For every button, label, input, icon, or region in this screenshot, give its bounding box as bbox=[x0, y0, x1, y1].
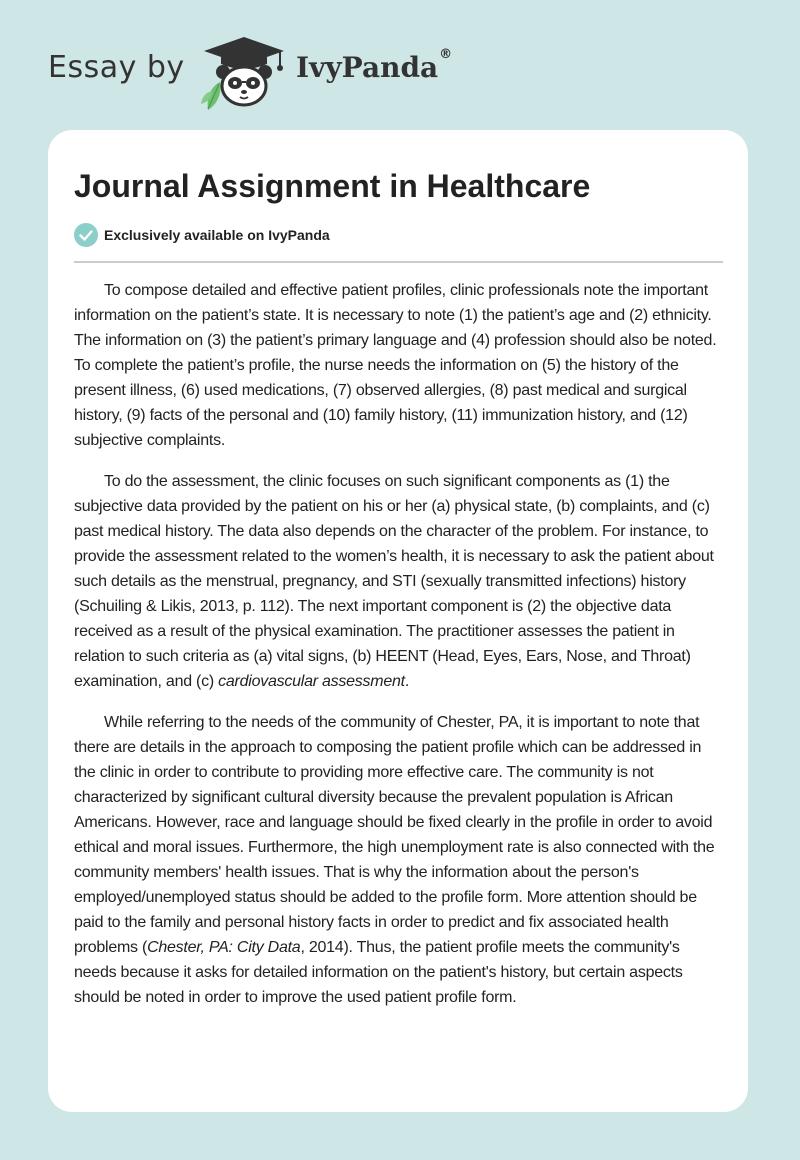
paragraph-text: . bbox=[404, 673, 410, 690]
paragraph-text: To do the assessment, the clinic focuses on such significant components as (1) the subjective data provided by the patient on his or her (a) physical state, (b) complaints, and (c) past medical history. The data also depends on the character of the problem. For instance, to provide the assessment related to the women’s health, it is necessary to ask the patient about such details as the menstrual, pregnancy, and STI (sexually transmitted infections) history (Schuiling & Likis, 2013, p. 112). The next important component is (2) the objective data received as a result of the physical examination. The practitioner assesses the patient in relation to such criteria as (a) vital signs, (b) HEENT (Head, Eyes, Ears, Nose, and Throat) examination, and (c) bbox=[74, 473, 714, 690]
title-divider bbox=[74, 261, 723, 263]
paragraph-text: While referring to the needs of the community of Chester, PA, it is important to note that there are details in the approach to composing the patient profile which can be addressed in the clinic in order to contribute to providing more effective care. The community is not characterized by significant cultural diversity because the prevalent population is African Americans. However, race and language should be fixed clearly in the profile in order to avoid ethical and moral issues. Furthermore, the high unemployment rate is also connected with the community members' health issues. That is why the information about the person's employed/unemployed status should be added to the profile form. More attention should be paid to the family and personal history facts in order to predict and fix associated health problems ( bbox=[74, 714, 715, 956]
trademark-symbol: ® bbox=[439, 47, 453, 62]
paragraph-text: , 2014). Thus, the patient profile meets the community's needs because it asks for detailed information on the patient's history, but certain aspects should be noted in order to improve the used patient profile form. bbox=[74, 939, 683, 1006]
essay-paragraph bbox=[74, 710, 724, 1010]
exclusive-badge-text: Exclusively available on IvyPanda bbox=[104, 227, 330, 243]
exclusive-badge bbox=[74, 223, 330, 247]
italic-term: cardiovascular assessment bbox=[218, 673, 405, 690]
paragraph-text: To compose detailed and effective patient profiles, clinic professionals note the important information on the patient’s state. It is necessary to note (1) the patient’s age and (2) ethnicity. The information on (3) the patient’s primary language and (4) profession should also be noted. To complete the patient’s profile, the nurse needs the information on (5) the history of the present illness, (6) used medications, (7) observed allergies, (8) past medical and surgical history, (9) facts of the personal and (10) family history, (11) immunization history, and (12) subjective complaints. bbox=[74, 282, 717, 449]
essay-paragraph bbox=[74, 469, 724, 694]
essay-paragraph bbox=[74, 278, 724, 453]
brand-prefix: Essay by bbox=[48, 50, 185, 85]
site-header bbox=[0, 0, 800, 130]
italic-citation: Chester, PA: City Data bbox=[147, 939, 301, 956]
page-title: Journal Assignment in Healthcare bbox=[74, 168, 591, 204]
panda-graduate-icon[interactable] bbox=[196, 34, 292, 110]
essay-card bbox=[48, 130, 748, 1112]
brand-name[interactable]: IvyPanda® bbox=[296, 47, 453, 84]
essay-body bbox=[74, 278, 724, 1026]
check-circle-icon bbox=[74, 223, 98, 247]
